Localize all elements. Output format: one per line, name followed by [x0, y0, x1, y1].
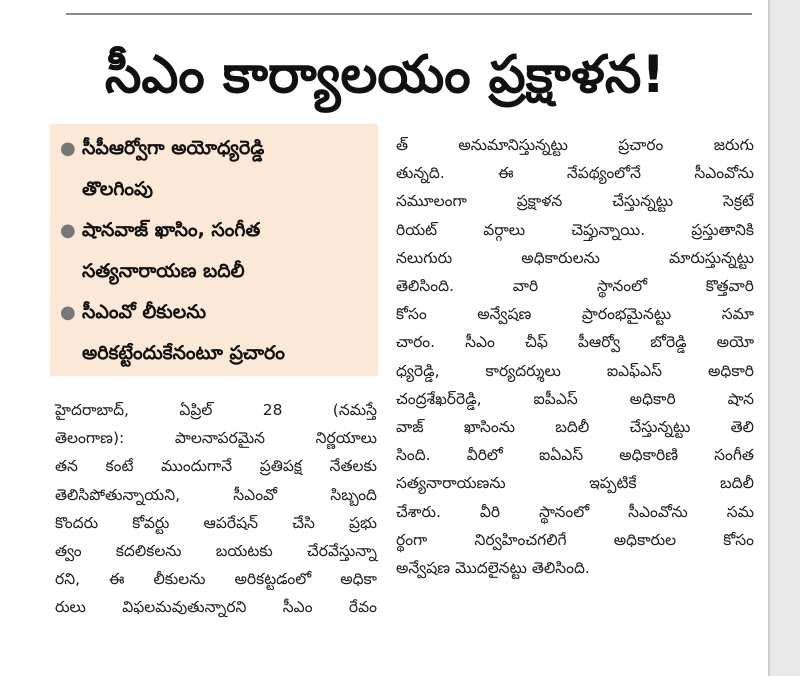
article-line: త్ అనుమానిస్తున్నట్టు ప్రచారం జరుగు: [396, 136, 754, 154]
article-line: రియట్ వర్గాలు చెప్తున్నాయి. ప్రస్తుతానికి: [396, 220, 754, 239]
article-line: త్వం కదలికలను బయటకు చేరవేస్తున్నా: [55, 542, 377, 561]
article-line: నలుగురు అధికారులను మారుస్తున్నట్టు: [396, 248, 754, 267]
article-line: అన్వేషణ మొదలైనట్టు తెలిసింది.: [396, 559, 590, 578]
highlight-box: [50, 124, 378, 376]
highlight-line: సీఎంవో లీకులను: [82, 301, 207, 323]
article-line: సింది. వీరిలో ఐఏఎస్ అధికారిణి సంగీత: [396, 446, 754, 465]
article-line: ధ్యరెడ్డి, కార్యదర్శులు ఐఎఫ్ఎస్ అధికారి: [396, 361, 754, 380]
article-line: వాజ్ ఖాసింను బదిలీ చేస్తున్నట్టు తెలి: [396, 418, 754, 437]
article-line: సత్యనారాయణను ఇప్పటికే బదిలీ: [396, 474, 754, 493]
highlight-line: సత్యనారాయణ బదిలీ: [82, 260, 245, 282]
highlight-line: షానవాజ్ ఖాసిం, సంగీత: [82, 219, 261, 241]
article-line: తెలిసింది. వారి స్థానంలో కొత్తవారి: [396, 277, 754, 296]
top-rule: [66, 13, 752, 15]
article-line: ర్థంగా నిర్వహించగలిగే అధికారుల కోసం: [396, 530, 754, 549]
bullet-icon: ●: [60, 220, 76, 241]
bullet-icon: ●: [60, 138, 76, 159]
article-column-right: [396, 131, 754, 582]
article-line: రులు విఫలమవుతున్నారని సీఎం రేవం: [55, 598, 377, 617]
article-column-left: [55, 396, 377, 622]
article-line: తెలంగాణ): పాలనాపరమైన నిర్ణయాలు: [55, 429, 377, 448]
article-line: రని, ఈ లీకులను అరికట్టడంలో అధికా: [55, 570, 377, 589]
article-line: హైదరాబాద్, ఏప్రిల్ 28 (నమస్తే: [55, 401, 377, 419]
highlight-line: అరికట్టేందుకేనంటూ ప్రచారం: [82, 342, 285, 364]
article-line: సమూలంగా ప్రక్షాళన చేస్తున్నట్టు సెక్రటే: [396, 192, 754, 211]
bullet-icon: ●: [60, 302, 76, 323]
article-line: చంద్రశేఖర్‌రెడ్డి, ఐపీఎస్ అధికారి షాన: [396, 389, 754, 408]
article-line: తున్నది. ఈ నేపథ్యంలోనే సీఎంవోను: [396, 164, 754, 183]
article-line: చారం. సీఎం చీఫ్ పీఆర్వో బోరెడ్డి అయో: [396, 333, 754, 352]
highlight-item: [58, 128, 370, 210]
article-line: కోసం అన్వేషణ ప్రారంభమైనట్టు సమా: [396, 305, 754, 324]
article-line: తన కంటే ముందుగానే ప్రతిపక్ష నేతలకు: [55, 457, 377, 476]
article-line: కొందరు కోవర్టు ఆపరేషన్ చేసి ప్రభు: [55, 513, 377, 532]
highlight-line: తొలగింపు: [82, 178, 154, 200]
highlight-item: [58, 292, 370, 374]
highlight-line: సీపీఆర్వోగా అయోధ్యరెడ్డి: [82, 137, 265, 159]
article-line: తెలిసిపోతున్నాయని, సీఎంవో సిబ్బంది: [55, 485, 377, 504]
headline: సీఎం కార్యాలయం ప్రక్షాళన!: [104, 45, 666, 105]
page-edge: [770, 0, 800, 676]
article-line: చేశారు. వీరి స్థానంలో సీఎంవోను సమ: [396, 502, 754, 521]
highlight-item: [58, 210, 370, 292]
